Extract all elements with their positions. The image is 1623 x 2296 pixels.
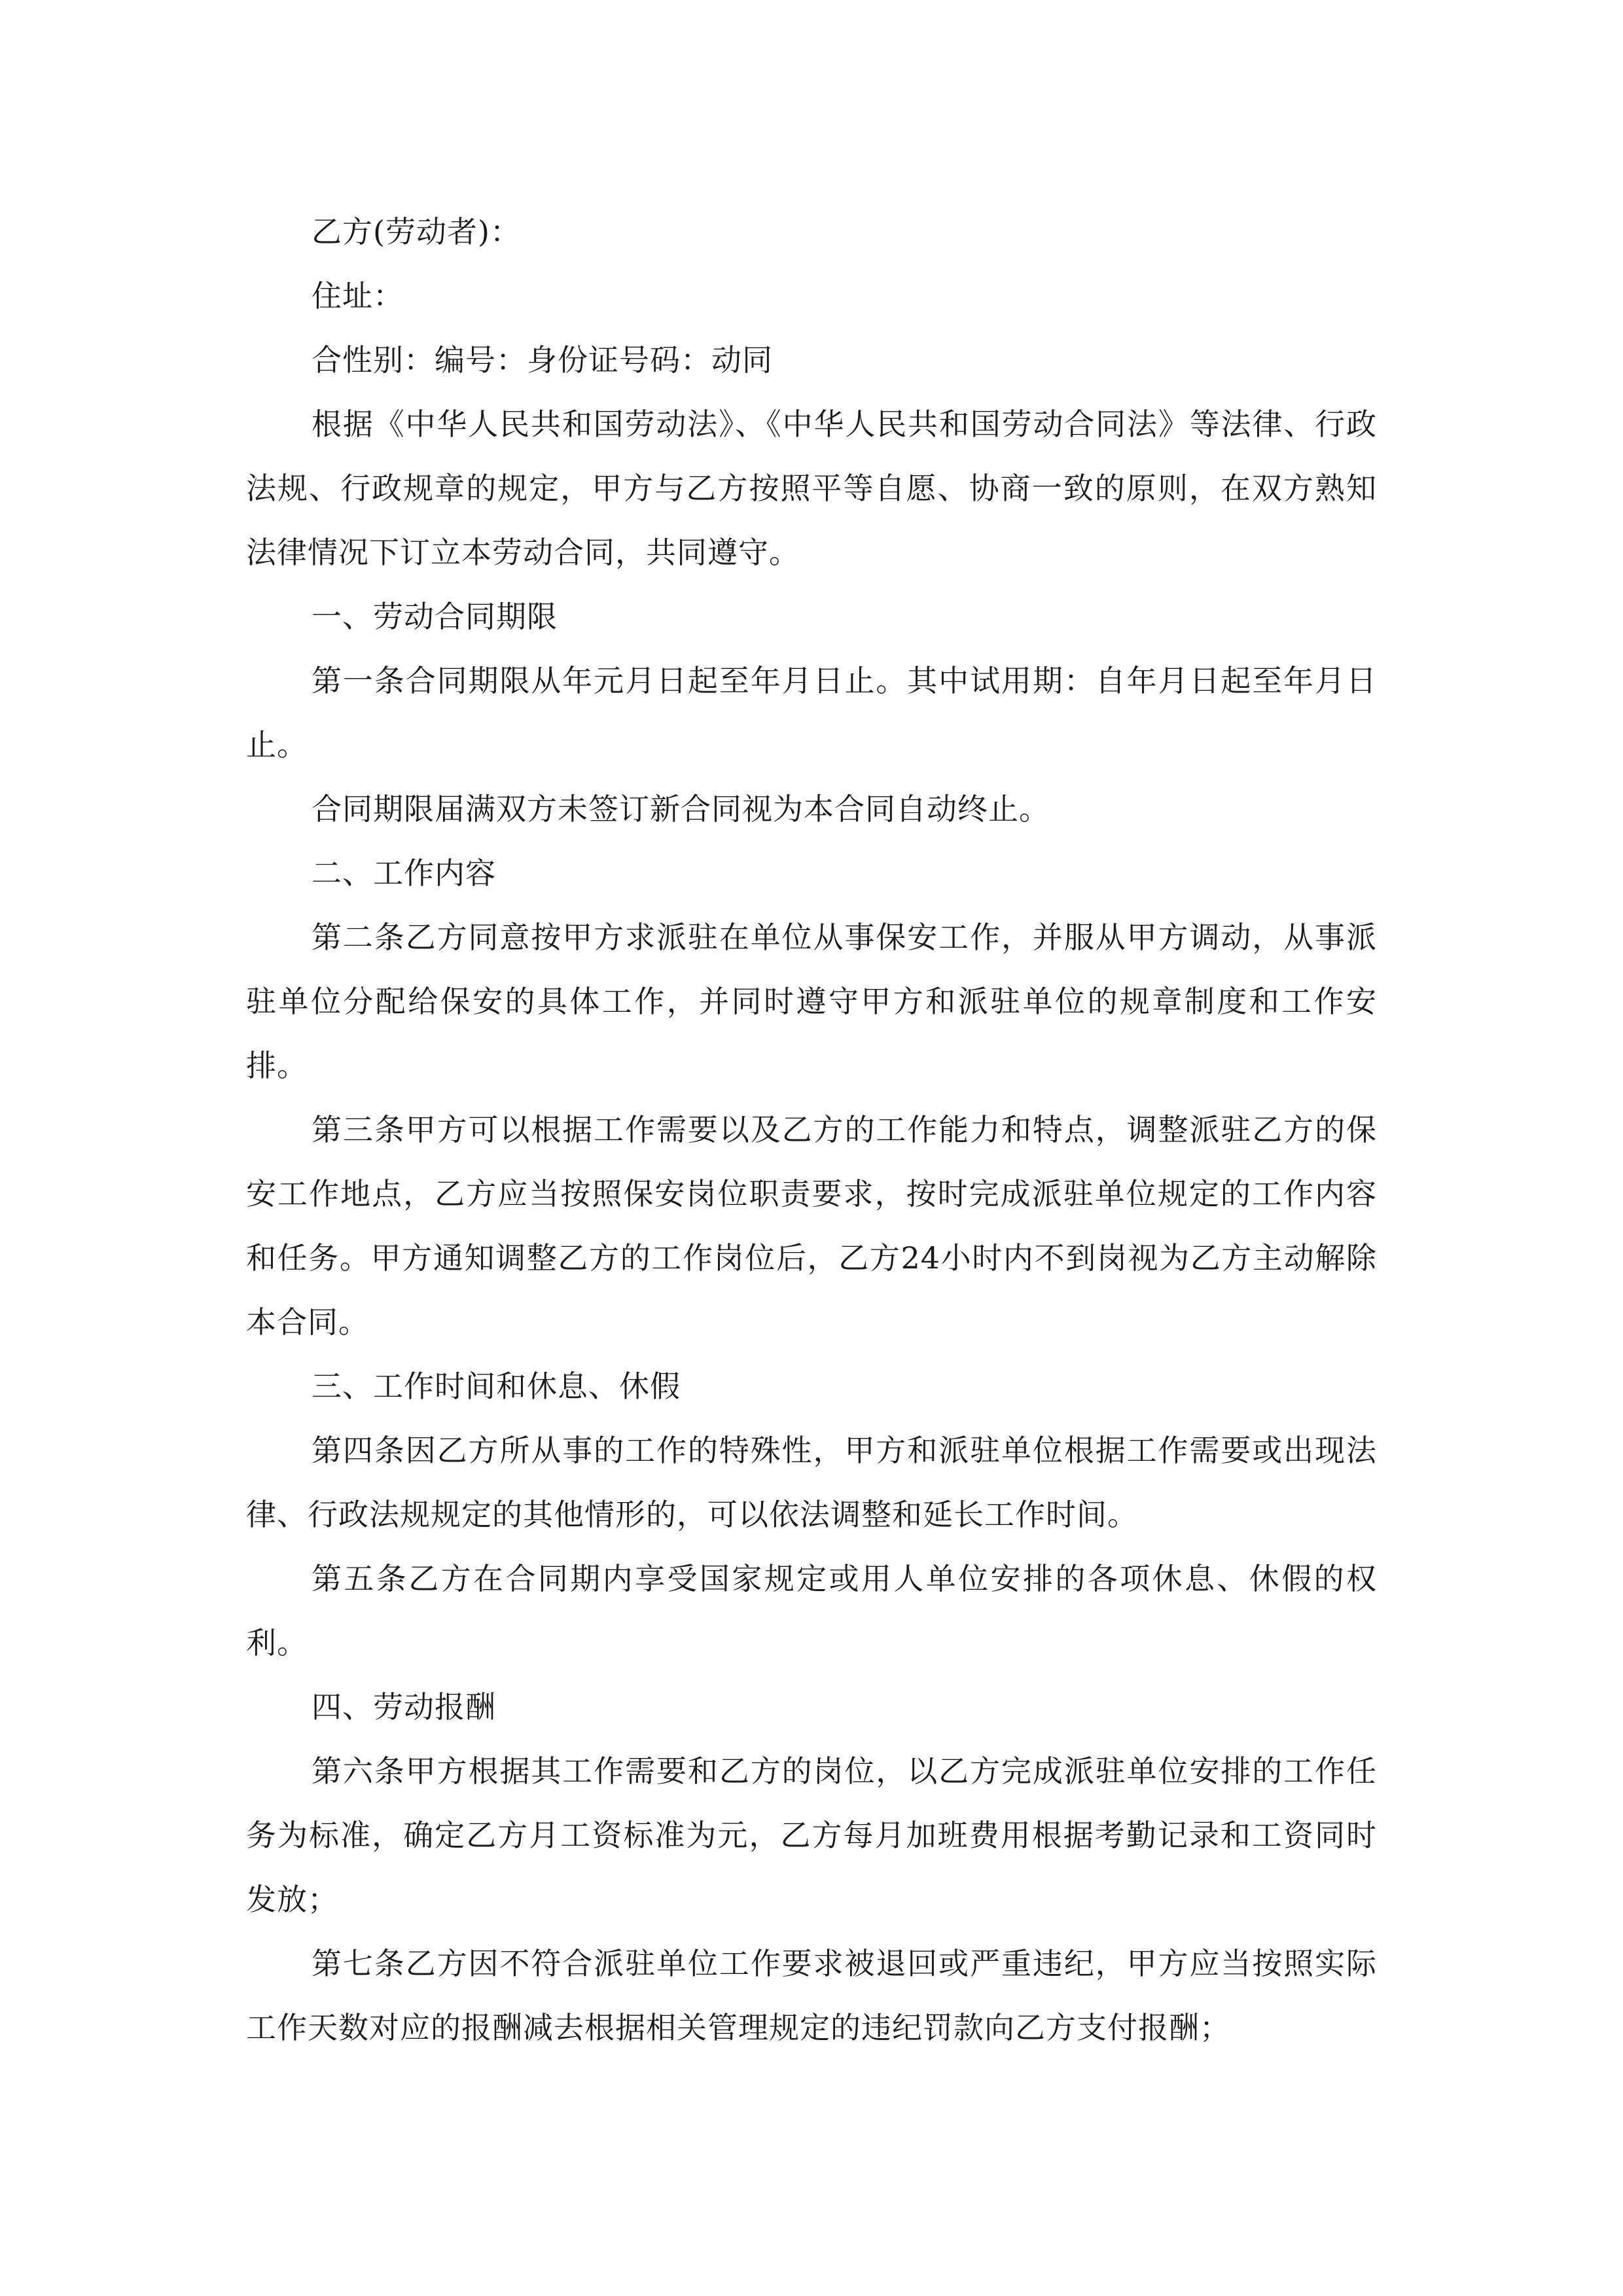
party-b-label: 乙方(劳动者)：	[312, 214, 521, 249]
identity-line: 合性别：编号：身份证号码：动同	[312, 342, 773, 378]
section-heading-term: 一、劳动合同期限	[312, 599, 558, 634]
address-label: 住址：	[312, 278, 404, 314]
document-page	[246, 200, 1377, 2060]
article-4: 第四条因乙方所从事的工作的特殊性，甲方和派驻单位根据工作需要或出现法律、行政法规规定的其他情形的，可以依法调整和延长工作时间。	[246, 1433, 1377, 1532]
term-expiry-paragraph: 合同期限届满双方未签订新合同视为本合同自动终止。	[312, 791, 1050, 827]
section-heading-work-content: 二、工作内容	[312, 855, 496, 891]
section-heading-remuneration: 四、劳动报酬	[312, 1689, 496, 1725]
section-heading-work-hours: 三、工作时间和休息、休假	[312, 1369, 681, 1404]
article-3: 第三条甲方可以根据工作需要以及乙方的工作能力和特点，调整派驻乙方的保安工作地点，乙方应当按照保安岗位职责要求，按时完成派驻单位规定的工作内容和任务。甲方通知调整乙方的工作岗位后，乙方24小时内不到岗视为乙方主动解除本合同。	[246, 1112, 1377, 1340]
preamble-paragraph: 根据《中华人民共和国劳动法》、《中华人民共和国劳动合同法》等法律、行政法规、行政规章的规定，甲方与乙方按照平等自愿、协商一致的原则，在双方熟知法律情况下订立本劳动合同，共同遵守。	[246, 406, 1377, 570]
article-7: 第七条乙方因不符合派驻单位工作要求被退回或严重违纪，甲方应当按照实际工作天数对应的报酬减去根据相关管理规定的违纪罚款向乙方支付报酬；	[246, 1946, 1377, 2045]
article-1: 第一条合同期限从年元月日起至年月日止。其中试用期：自年月日起至年月日止。	[246, 663, 1377, 762]
article-6: 第六条甲方根据其工作需要和乙方的岗位，以乙方完成派驻单位安排的工作任务为标准，确定乙方月工资标准为元，乙方每月加班费用根据考勤记录和工资同时发放；	[246, 1753, 1377, 1917]
article-5: 第五条乙方在合同期内享受国家规定或用人单位安排的各项休息、休假的权利。	[246, 1561, 1377, 1660]
article-2: 第二条乙方同意按甲方求派驻在单位从事保安工作，并服从甲方调动，从事派驻单位分配给保安的具体工作，并同时遵守甲方和派驻单位的规章制度和工作安排。	[246, 920, 1377, 1083]
